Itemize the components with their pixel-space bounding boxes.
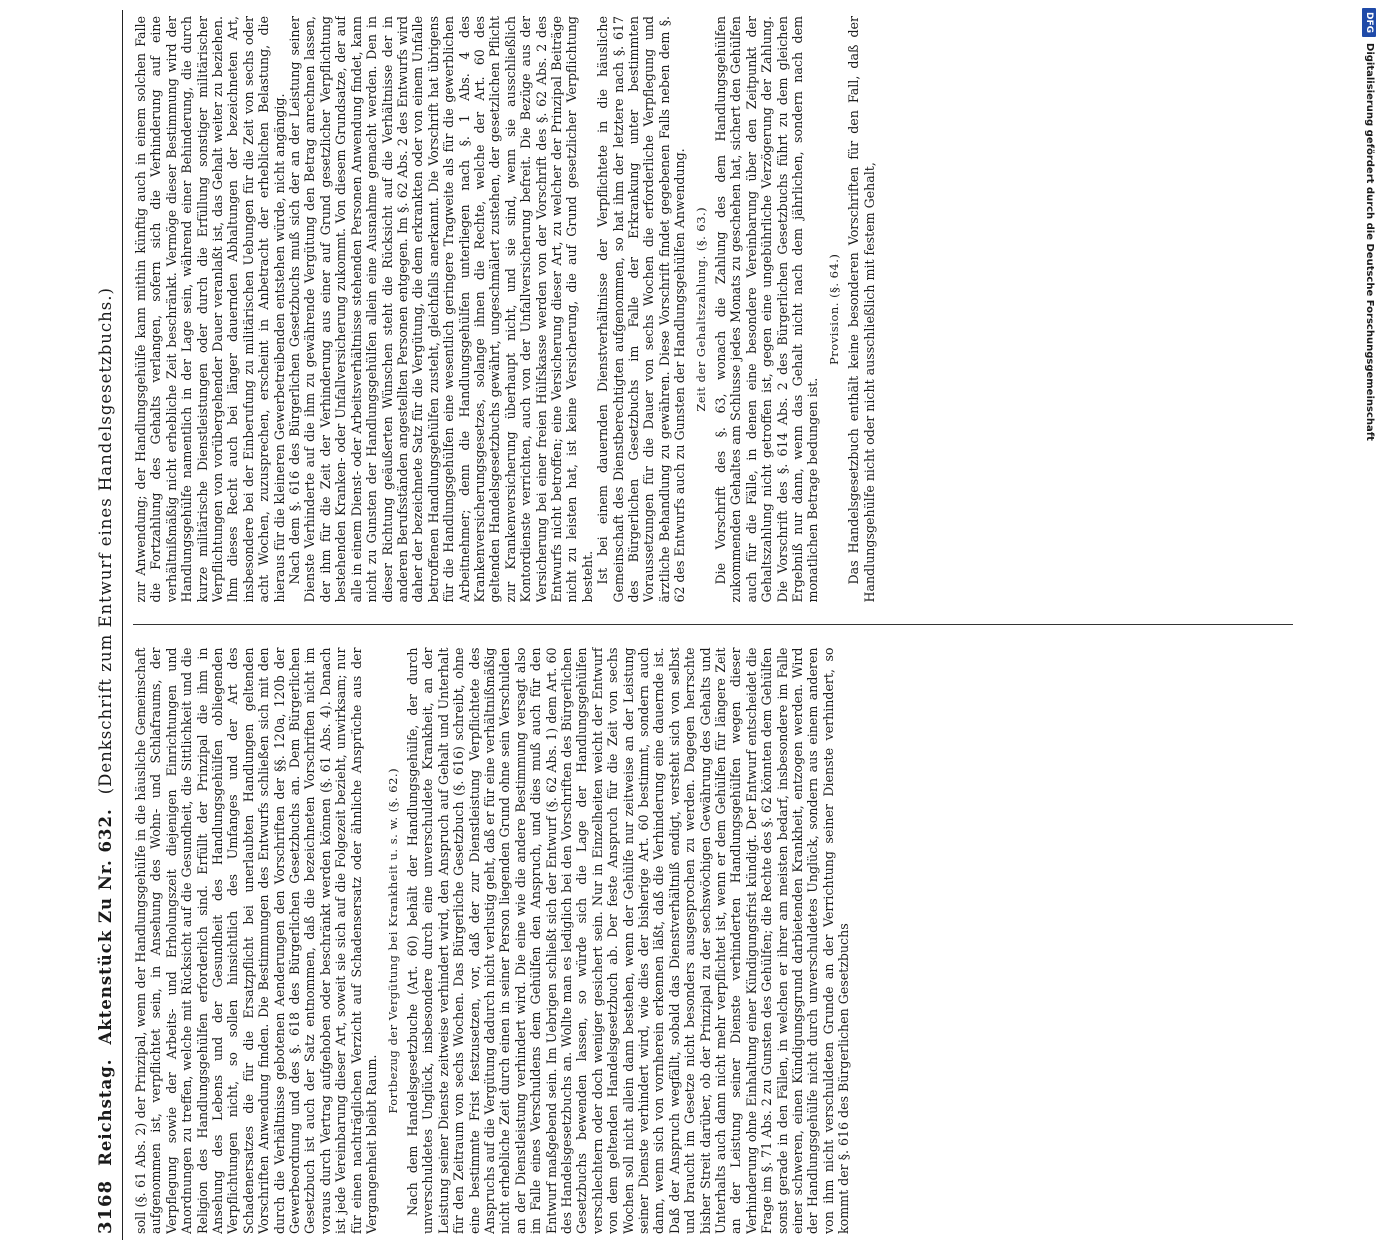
column-divider (133, 625, 1293, 626)
document-subtitle: (Denkschrift zum Entwurf eines Handelsgesetzbuchs.) (96, 287, 115, 795)
page-number: 3168 (95, 1179, 116, 1234)
rotated-page (95, 10, 1305, 1240)
page-header (95, 10, 123, 1240)
right-paragraph-1: zur Anwendung; der Handlungsgehülfe kann mithin künftig auch in einem solchen Falle die Fortzahlung des Gehalts verlangen, sofern sich die Verhinderung auf eine verhältnißmäßig nicht erhebliche Zeit beschränkt. Vermöge dieser Bestimmung wird der Handlungsgehülfe namentlich in der Lage sein, während einer Behinderung, die durch kurze militärische Dienstleistungen oder durch die Erfüllung sonstiger militärischer Verpflichtungen von vorübergehender Dauer veranlaßt ist, das Gehalt weiter zu beziehen. Ihm dieses Recht auch bei länger dauernden Abhaltungen der bezeichneten Art, insbesondere bei der Einberufung zu militärischen Uebungen für die Zeit von sechs oder acht Wochen, zuzusprechen, erscheint in Anbetracht der erheblichen Belastung, die hieraus für die kleineren Gewerbetreibenden entstehen würde, nicht angängig. (133, 16, 287, 603)
left-section-heading: Fortbezug der Vergütung bei Krankheit u. s. w. (§. 62.) (385, 767, 400, 1114)
right-section-heading-1: Zeit der Gehaltszahlung. (§. 63.) (693, 206, 708, 412)
right-paragraph-2: Nach dem §. 616 des Bürgerlichen Gesetzbuchs muß sich der an der Leistung seiner Dienste Verhinderte auf die ihm zu gewährende Vergütung den Betrag anrechnen lassen, der ihm für die Zeit der Verhinderung aus einer auf Grund gesetzlicher Verpflichtung bestehenden Kranken- oder Unfallversicherung zukommt. Von diesem Grundsatze, der auf alle in einem Dienst- oder Arbeitsverhältnisse stehenden Personen Anwendung findet, kann nicht zu Gunsten der Handlungsgehülfen allein eine Ausnahme gemacht werden. Den in dieser Richtung geäußerten Wünschen steht die Rücksicht auf die Verhältnisse der in anderen Berufsständen angestellten Personen entgegen. Im §. 62 Abs. 2 des Entwurfs wird daher der bezeichnete Satz für die Vergütung, die dem erkrankten oder von einem Unfalle betroffenen Handlungsgehülfen zusteht, gleichfalls anerkannt. Die Vorschrift hat übrigens für die Handlungsgehülfen eine wesentlich geringere Tragweite als für die gewerblichen Arbeitnehmer; denn die Handlungsgehülfen unterliegen nach §. 1 Abs. 4 des Krankenversicherungsgesetzes, solange ihnen die Rechte, welche der Art. 60 des geltenden Handelsgesetzbuchs gewährt, ungeschmälert zustehen, der gesetzlichen Pflicht zur Krankenversicherung überhaupt nicht, und sie sind, wenn sie ausschließlich Kontordienste verrichten, auch von der Unfallversicherung befreit. Die Bezüge aus der Versicherung bei einer freien Hülfskasse werden von der Vorschrift des §. 62 Abs. 2 des Entwurfs nicht betroffen; eine Versicherung dieser Art, zu welcher der Prinzipal Beiträge nicht zu leisten hat, ist keine Versicherung, die auf Grund gesetzlicher Verpflichtung besteht. (287, 16, 595, 603)
right-paragraph-5: Das Handelsgesetzbuch enthält keine besonderen Vorschriften für den Fall, daß der Handlungsgehülfe nicht oder nicht ausschließlich mit festem Gehalt, (846, 16, 877, 603)
dfg-logo: DFG (1362, 8, 1376, 37)
right-paragraph-3: Ist bei einem dauernden Dienstverhältnisse der Verpflichtete in die häusliche Gemeinschaft des Dienstberechtigten aufgenommen, so hat ihm der letztere nach §. 617 des Bürgerlichen Gesetzbuchs im Falle der Erkrankung unter bestimmten Voraussetzungen für die Dauer von sechs Wochen die erforderliche Verpflegung und ärztliche Behandlung zu gewähren. Diese Vorschrift findet gegebenen Falls neben dem §. 62 des Entwurfs auch zu Gunsten der Handlungsgehülfen Anwendung. (595, 16, 688, 603)
credit-text: Digitalisierung gefördert durch die Deutsche Forschungsgemeinschaft (1364, 43, 1375, 441)
text-columns (123, 10, 1293, 1240)
left-column (133, 648, 1293, 1235)
right-section-heading-2: Provision. (§. 64.) (826, 253, 841, 365)
left-paragraph-1: soll (§. 61 Abs. 2) der Prinzipal, wenn der Handlungsgehülfe in die häusliche Gemeinschaft aufgenommen ist, verpflichtet sein, in Ansehung des Wohn- und Schlafraums, der Verpflegung sowie der Arbeits- und Erholungszeit diejenigen Einrichtungen und Anordnungen zu treffen, welche mit Rücksicht auf die Gesundheit, die Sittlichkeit und die Religion des Handlungsgehülfen erforderlich sind. Erfüllt der Prinzipal die ihm in Ansehung des Lebens und der Gesundheit des Handlungsgehülfen obliegenden Verpflichtungen nicht, so sollen hinsichtlich des Umfanges und der Art des Schadenersatzes die für die Ersatzpflicht bei unerlaubten Handlungen geltenden Vorschriften Anwendung finden. Die Bestimmungen des Entwurfs schließen sich mit den durch die Verhältnisse gebotenen Aenderungen den Vorschriften der §§. 120a, 120b der Gewerbeordnung und des §. 618 des Bürgerlichen Gesetzbuchs an. Dem Bürgerlichen Gesetzbuch ist auch der Satz entnommen, daß die bezeichneten Vorschriften nicht im voraus durch Vertrag aufgehoben oder beschränkt werden können (§. 61 Abs. 4). Danach ist jede Vereinbarung dieser Art, soweit sie sich auf die Folgezeit bezieht, unwirksam; nur für einen nachträglichen Verzicht auf Schadensersatz oder ähnliche Ansprüche aus der Vergangenheit bleibt Raum. (133, 647, 380, 1234)
document-reference: Aktenstück Zu Nr. 632. (96, 808, 115, 1045)
digitization-credit (1358, 8, 1382, 998)
right-paragraph-4: Die Vorschrift des §. 63, wonach die Zahlung des dem Handlungsgehülfen zukommenden Gehaltes am Schlusse jedes Monats zu geschehen hat, sichert den Gehülfen auch für die Fälle, in denen eine besondere Vereinbarung über den Zeitpunkt der Gehaltszahlung nicht getroffen ist, gegen eine ungebührliche Verzögerung der Zahlung. Die Vorschrift des §. 614 Abs. 2 des Bürgerlichen Gesetzbuchs führt zu dem gleichen Ergebniß nur dann, wenn das Gehalt nicht nach dem jährlichen, sondern nach dem monatlichen Betrage bedungen ist. (713, 16, 821, 603)
journal-title: Reichstag. (96, 1058, 115, 1166)
right-column (133, 16, 1293, 603)
left-paragraph-2: Nach dem Handelsgesetzbuche (Art. 60) behält der Handlungsgehülfe, der durch unverschuldetes Unglück, insbesondere durch eine unverschuldete Krankheit, an der Leistung seiner Dienste zeitweise verhindert wird, den Anspruch auf Gehalt und Unterhalt für den Zeitraum von sechs Wochen. Das Bürgerliche Gesetzbuch (§. 616) schreibt, ohne eine bestimmte Frist festzusetzen, vor, daß der zur Dienstleistung Verpflichtete des Anspruchs auf die Vergütung dadurch nicht verlustig geht, daß er für eine verhältnißmäßig nicht erhebliche Zeit durch einen in seiner Person liegenden Grund ohne sein Verschulden an der Dienstleistung verhindert wird. Die eine wie die andere Bestimmung versagt also im Falle eines Verschuldens dem Gehülfen den Anspruch, und dies muß auch für den Entwurf maßgebend sein. Im Uebrigen schließt sich der Entwurf (§. 62 Abs. 1) dem Art. 60 des Handelsgesetzbuchs an. Wollte man es lediglich bei den Vorschriften des Bürgerlichen Gesetzbuchs bewenden lassen, so würde sich die Lage der Handlungsgehülfen verschlechtern oder doch weniger gesichert sein. Nur in Einzelheiten weicht der Entwurf von dem geltenden Handelsgesetzbuch ab. Der feste Anspruch für die Zeit von sechs Wochen soll nicht allein dann bestehen, wenn der Gehülfe nur zeitweise an der Leistung seiner Dienste verhindert wird, wie dies der bisherige Art. 60 bestimmt, sondern auch dann, wenn sich von vornherein erkennen läßt, daß die Verhinderung eine dauernde ist. Daß der Anspruch wegfällt, sobald das Dienstverhältniß endigt, versteht sich von selbst und braucht im Gesetze nicht besonders ausgesprochen zu werden. Dagegen herrschte bisher Streit darüber, ob der Prinzipal zu der sechswöchigen Gewährung des Gehalts und Unterhalts auch dann nicht mehr verpflichtet ist, wenn er dem Gehülfen für längere Zeit an der Leistung seiner Dienste verhinderten Handlungsgehülfen wegen dieser Verhinderung ohne Einhaltung einer Kündigungsfrist kündigt. Der Entwurf entscheidet die Frage im §. 71 Abs. 2 zu Gunsten des Gehülfen; die Rechte des §. 62 könnten dem Gehülfen sonst gerade in den Fällen, in welchen er ihrer am meisten bedarf, insbesondere im Falle einer schweren, einen Kündigungsgrund darbietenden Krankheit, entzogen werden. Wird der Handlungsgehülfe nicht durch unverschuldetes Unglück, sondern aus einem anderen von ihm nicht verschuldeten Grunde an der Verrichtung seiner Dienste verhindert, so kommt der §. 616 des Bürgerlichen Gesetzbuchs (404, 647, 852, 1234)
